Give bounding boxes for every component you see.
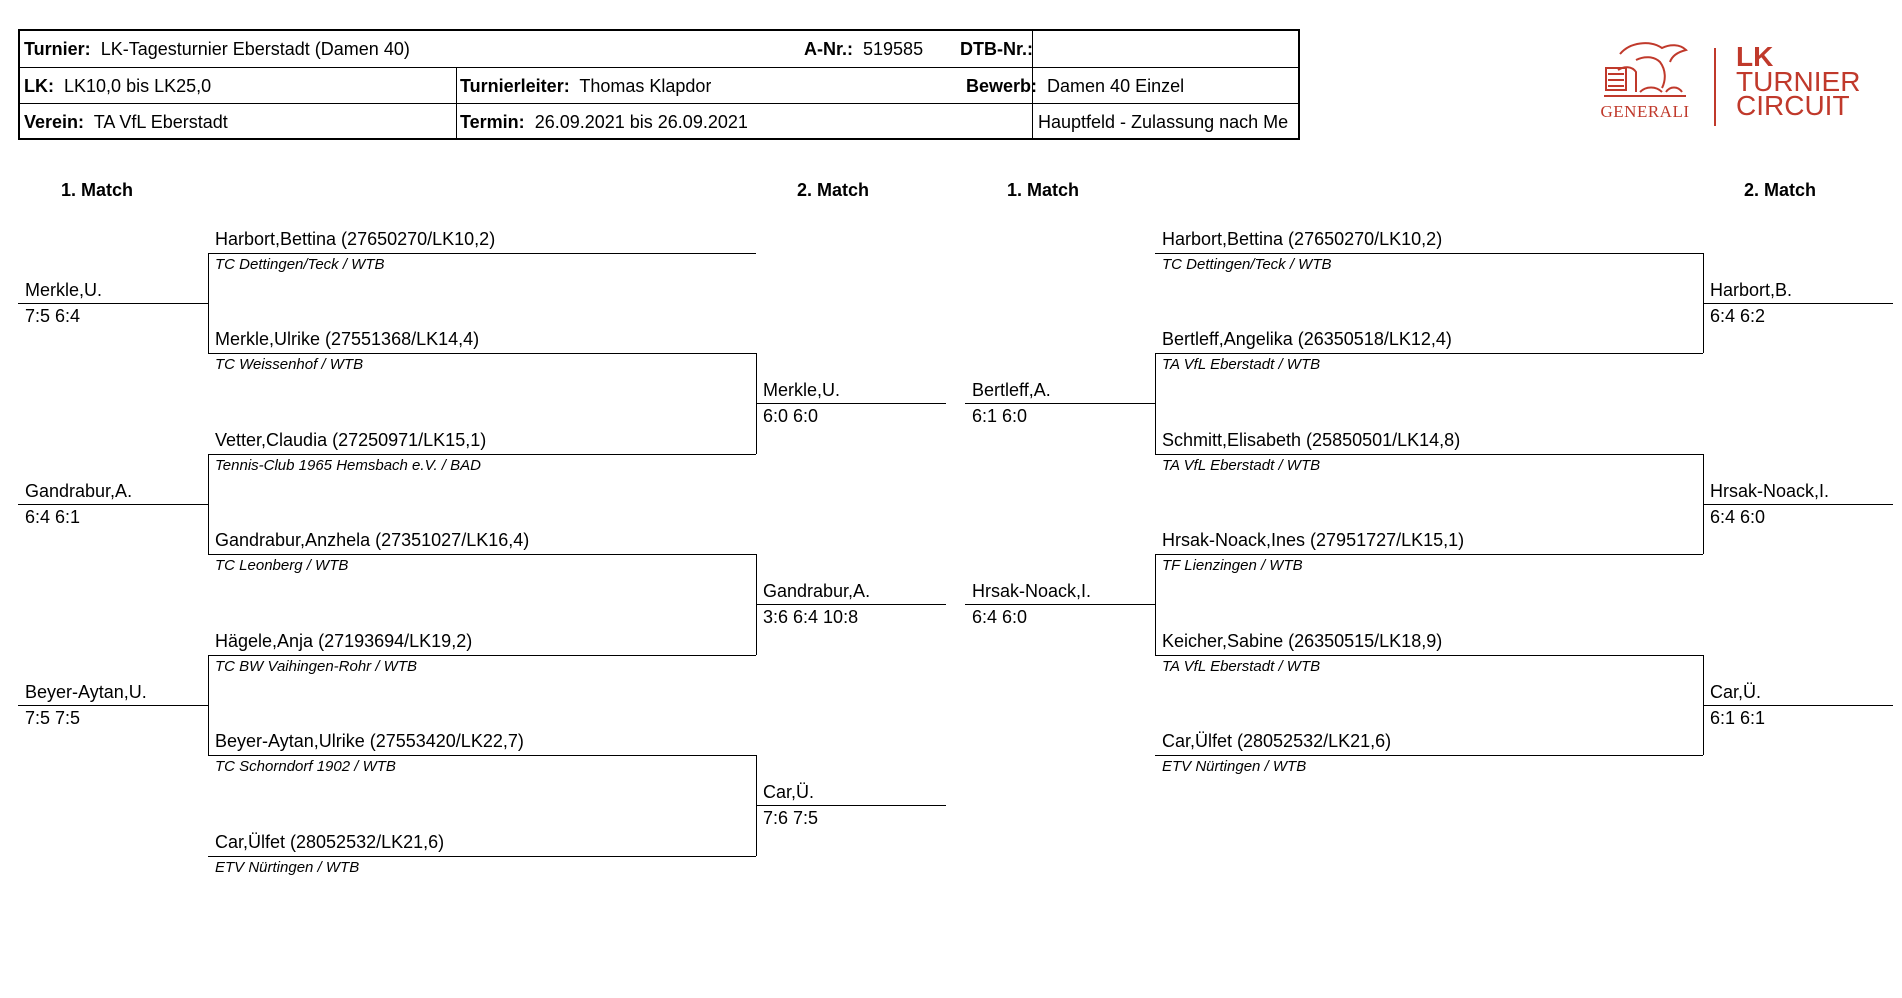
right-player-name: Car,Ülfet (28052532/LK21,6) [1162, 731, 1392, 751]
bewerb-cell [966, 68, 1184, 104]
bracket-line [18, 705, 208, 706]
logo-separator [1714, 48, 1716, 126]
header-divider [1032, 31, 1033, 67]
round2-score: 6:1 6:1 [1710, 708, 1766, 728]
header-row-3 [20, 103, 1298, 139]
turnier-label: Turnier: [24, 39, 91, 59]
leiter-cell [460, 68, 711, 104]
round2-score: 6:4 6:2 [1710, 306, 1766, 326]
termin-value: 26.09.2021 bis 26.09.2021 [534, 112, 748, 132]
bracket-connector [1155, 353, 1156, 454]
left-player-club: TC Dettingen/Teck / WTB [215, 256, 385, 273]
left-player-name: Hägele,Anja (27193694/LK19,2) [215, 631, 473, 651]
lk-label: LK: [24, 76, 54, 96]
bewerb-value: Damen 40 Einzel [1047, 76, 1185, 96]
bracket-connector [208, 454, 209, 554]
left-player-club: TC BW Vaihingen-Rohr / WTB [215, 658, 417, 675]
left-player-name: Vetter,Claudia (27250971/LK15,1) [215, 430, 487, 450]
bracket-line [1155, 253, 1703, 254]
round1-score: 6:4 6:0 [972, 607, 1028, 627]
bracket-line [756, 403, 946, 404]
right-player-club: TF Lienzingen / WTB [1162, 557, 1303, 574]
bracket-line [1155, 353, 1703, 354]
bracket-line [208, 253, 756, 254]
lk-cell [24, 68, 211, 104]
round1-winner: Hrsak-Noack,I. [972, 581, 1092, 601]
dtb-cell [960, 31, 1033, 67]
left-player-club: TC Weissenhof / WTB [215, 356, 364, 373]
round2-winner: Gandrabur,A. [763, 581, 871, 601]
right-player-name: Bertleff,Angelika (26350518/LK12,4) [1162, 329, 1452, 349]
bracket-line [1155, 655, 1703, 656]
bracket-line [756, 805, 946, 806]
header-divider [1032, 104, 1033, 139]
left-player-club: ETV Nürtingen / WTB [215, 859, 360, 876]
header-divider [456, 104, 457, 139]
left-player-club: Tennis-Club 1965 Hemsbach e.V. / BAD [215, 457, 481, 474]
right-player-name: Schmitt,Elisabeth (25850501/LK14,8) [1162, 430, 1461, 450]
round1-winner: Merkle,U. [25, 280, 103, 300]
verein-value: TA VfL Eberstadt [93, 112, 228, 132]
round1-winner: Bertleff,A. [972, 380, 1051, 400]
round2-score: 6:0 6:0 [763, 406, 819, 426]
dtb-label: DTB-Nr.: [960, 39, 1033, 59]
right-player-club: TA VfL Eberstadt / WTB [1162, 658, 1321, 675]
round2-winner: Merkle,U. [763, 380, 841, 400]
round2-winner: Hrsak-Noack,I. [1710, 481, 1830, 501]
bracket-connector [208, 655, 209, 755]
bracket-line [1155, 554, 1703, 555]
right-player-name: Keicher,Sabine (26350515/LK18,9) [1162, 631, 1443, 651]
right-round1-title: 1. Match [1007, 180, 1080, 200]
bracket-line [756, 604, 946, 605]
termin-cell [460, 104, 748, 140]
right-player-club: TA VfL Eberstadt / WTB [1162, 356, 1321, 373]
generali-lk-logo [1600, 40, 1880, 130]
bracket-connector [1155, 554, 1156, 655]
round1-score: 7:5 6:4 [25, 306, 81, 326]
round2-score: 6:4 6:0 [1710, 507, 1766, 527]
logo-circuit-text: CIRCUIT [1736, 90, 1850, 121]
bracket-line [208, 454, 756, 455]
bewerb-label: Bewerb: [966, 76, 1038, 96]
generali-brand-text: GENERALI [1600, 102, 1690, 121]
turnier-value: LK-Tagesturnier Eberstadt (Damen 40) [100, 39, 410, 59]
generali-lion-icon [1600, 40, 1690, 102]
logo-turnier-circuit [1736, 66, 1861, 121]
header-row-2 [20, 67, 1298, 104]
leiter-label: Turnierleiter: [460, 76, 570, 96]
bracket-line [208, 856, 756, 857]
bracket-line [1155, 454, 1703, 455]
bracket-line [1703, 504, 1893, 505]
round1-score: 7:5 7:5 [25, 708, 81, 728]
left-player-name: Gandrabur,Anzhela (27351027/LK16,4) [215, 530, 530, 550]
bracket-line [208, 655, 756, 656]
logo-lk-text: LK [1736, 41, 1774, 72]
bracket-line [1703, 303, 1893, 304]
right-player-name: Hrsak-Noack,Ines (27951727/LK15,1) [1162, 530, 1465, 550]
right-player-name: Harbort,Bettina (27650270/LK10,2) [1162, 229, 1443, 249]
feld-value: Hauptfeld - Zulassung nach Me [1038, 112, 1289, 132]
left-player-name: Car,Ülfet (28052532/LK21,6) [215, 832, 445, 852]
turnier-cell [24, 31, 410, 67]
header-divider [1032, 68, 1033, 104]
header-divider [456, 68, 457, 104]
bracket-line [208, 353, 756, 354]
round2-winner: Car,Ü. [763, 782, 815, 802]
header-row-1 [20, 31, 1298, 67]
termin-label: Termin: [460, 112, 525, 132]
left-player-name: Beyer-Aytan,Ulrike (27553420/LK22,7) [215, 731, 524, 751]
left-player-club: TC Leonberg / WTB [215, 557, 349, 574]
bracket-line [208, 755, 756, 756]
feld-cell [1038, 104, 1296, 140]
round1-score: 6:1 6:0 [972, 406, 1028, 426]
bracket-connector [208, 253, 209, 353]
tournament-header [18, 29, 1300, 140]
left-player-club: TC Schorndorf 1902 / WTB [215, 758, 396, 775]
left-round2-title: 2. Match [797, 180, 870, 200]
bracket-line [965, 403, 1155, 404]
right-player-club: TA VfL Eberstadt / WTB [1162, 457, 1321, 474]
right-player-club: TC Dettingen/Teck / WTB [1162, 256, 1332, 273]
round1-winner: Gandrabur,A. [25, 481, 133, 501]
leiter-value: Thomas Klapdor [579, 76, 712, 96]
bracket-line [1155, 755, 1703, 756]
anr-label: A-Nr.: [804, 39, 853, 59]
round1-winner: Beyer-Aytan,U. [25, 682, 147, 702]
round2-score: 7:6 7:5 [763, 808, 819, 828]
right-player-club: ETV Nürtingen / WTB [1162, 758, 1307, 775]
bracket-line [18, 504, 208, 505]
anr-cell [804, 31, 923, 67]
right-round2-title: 2. Match [1744, 180, 1817, 200]
left-player-name: Harbort,Bettina (27650270/LK10,2) [215, 229, 496, 249]
bracket-line [1703, 705, 1893, 706]
round2-winner: Harbort,B. [1710, 280, 1793, 300]
round2-score: 3:6 6:4 10:8 [763, 607, 859, 627]
left-player-name: Merkle,Ulrike (27551368/LK14,4) [215, 329, 480, 349]
verein-label: Verein: [24, 112, 85, 132]
bracket-line [208, 554, 756, 555]
anr-value: 519585 [863, 39, 924, 59]
left-round1-title: 1. Match [61, 180, 134, 200]
lk-value: LK10,0 bis LK25,0 [64, 76, 212, 96]
round2-winner: Car,Ü. [1710, 682, 1762, 702]
verein-cell [24, 104, 228, 140]
round1-score: 6:4 6:1 [25, 507, 81, 527]
bracket-line [965, 604, 1155, 605]
logo-turnier-text: TURNIER [1736, 66, 1861, 97]
bracket-line [18, 303, 208, 304]
